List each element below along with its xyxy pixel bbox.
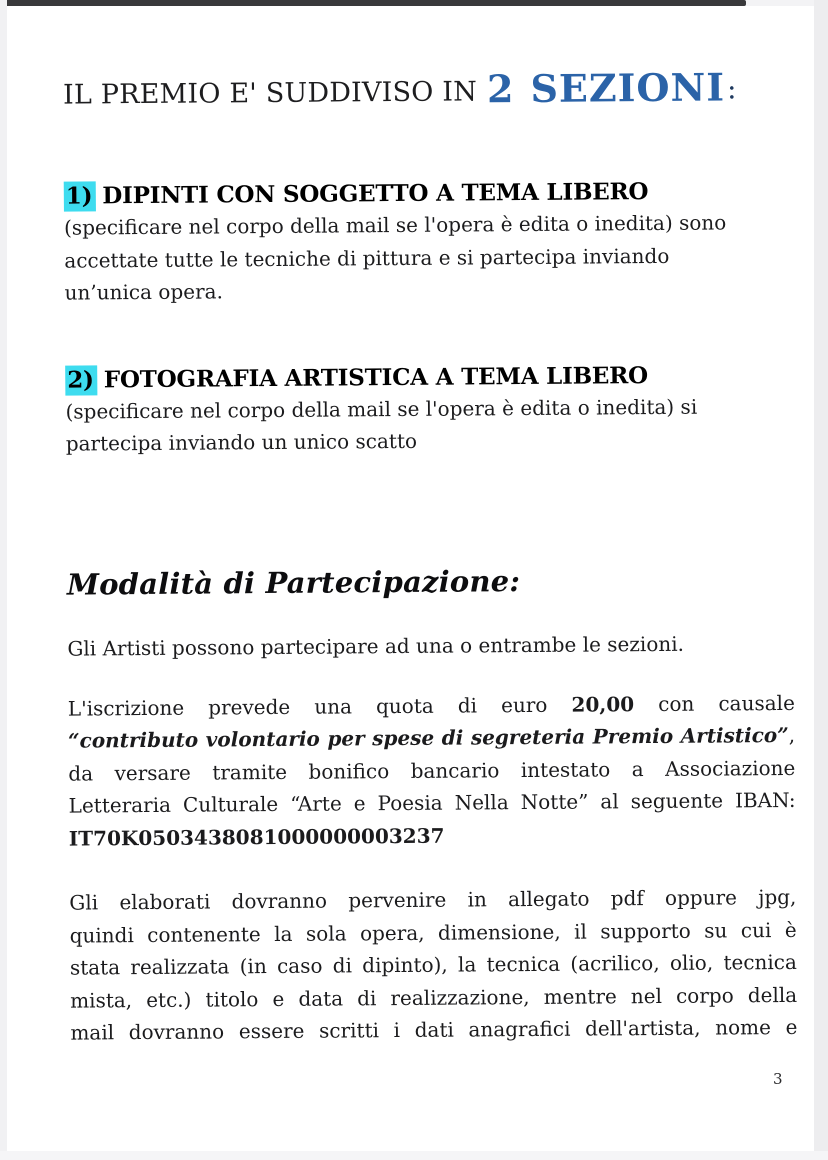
text-run: con causale — [634, 690, 795, 716]
page-edge-right — [814, 0, 828, 1160]
section-dipinti — [64, 176, 792, 309]
text-run: Gli elaborati dovranno pervenire in allegato pdf oppure jpg, — [69, 884, 797, 915]
text-run: mista, etc.) titolo e data di realizzazione, mentre nel corpo della — [70, 982, 798, 1013]
text-run: stata realizzata (in caso di dipinto), la tecnica (acrilico, olio, tecnica — [69, 949, 797, 980]
text-line — [64, 206, 791, 244]
text-line — [66, 422, 793, 460]
text-run: (specificare nel corpo della mail se l'opera è edita o inedita) sono — [63, 210, 727, 240]
text-line — [68, 719, 795, 757]
title-colon: : — [726, 72, 737, 106]
page-edge-bottom — [0, 1151, 828, 1160]
text-run: IT70K0503438081000000003237 — [68, 823, 445, 851]
section-fotografia-heading-text: FOTOGRAFIA ARTISTICA A TEMA LIBERO — [103, 361, 649, 393]
modalita-heading: Modalità di Partecipazione: — [66, 563, 521, 602]
text-run: “contributo volontario per spese di segreteria Premio Artistico” — [68, 722, 789, 753]
text-run: da versare tramite bonifico bancario intestato a Associazione — [68, 755, 796, 786]
section-fotografia-body — [65, 389, 792, 460]
text-run: Letteraria Culturale “Arte e Poesia Nella Notte” al seguente IBAN: — [68, 787, 796, 818]
page-edge-left — [0, 0, 7, 1160]
submission-paragraph — [69, 881, 797, 1049]
text-run: L'iscrizione prevede una quota di euro — [67, 692, 572, 721]
text-run: un’unica opera. — [64, 279, 223, 305]
section-dipinti-heading-text: DIPINTI CON SOGGETTO A TEMA LIBERO — [102, 178, 649, 210]
title-sections-count: 2 — [486, 66, 515, 112]
title-sections-word: SEZIONI — [530, 64, 726, 111]
text-line — [69, 816, 796, 854]
text-run: mail dovranno essere scritti i dati anagrafici dell'artista, nome e — [70, 1014, 798, 1045]
title-prefix: IL PREMIO E' SUDDIVISO IN — [62, 76, 478, 111]
text-line — [70, 946, 797, 984]
text-run: 20,00 — [571, 691, 635, 717]
section-dipinti-marker: 1) — [64, 181, 96, 211]
document-page-content — [62, 0, 797, 1049]
fee-paragraph — [68, 686, 796, 854]
text-run: partecipa inviando un unico scatto — [65, 428, 418, 456]
text-run: accettate tutte le tecniche di pittura e si partecipa inviando — [64, 243, 670, 273]
modalita-intro: Gli Artisti possono partecipare ad una o entrambe le sezioni. — [67, 631, 685, 661]
section-dipinti-body — [64, 206, 792, 309]
page-number: 3 — [773, 1070, 783, 1088]
text-line — [65, 389, 792, 427]
text-line — [68, 784, 795, 822]
text-line — [64, 271, 791, 309]
section-fotografia-marker: 2) — [65, 365, 97, 395]
section-fotografia — [65, 359, 793, 460]
text-run: quindi contenente la sola opera, dimensione, il supporto su cui è — [69, 917, 797, 948]
text-run: , — [788, 722, 796, 747]
text-line — [70, 1011, 797, 1049]
text-line — [69, 881, 796, 919]
page-title — [62, 64, 790, 116]
text-run: (specificare nel corpo della mail se l'opera è edita o inedita) si — [65, 394, 698, 424]
